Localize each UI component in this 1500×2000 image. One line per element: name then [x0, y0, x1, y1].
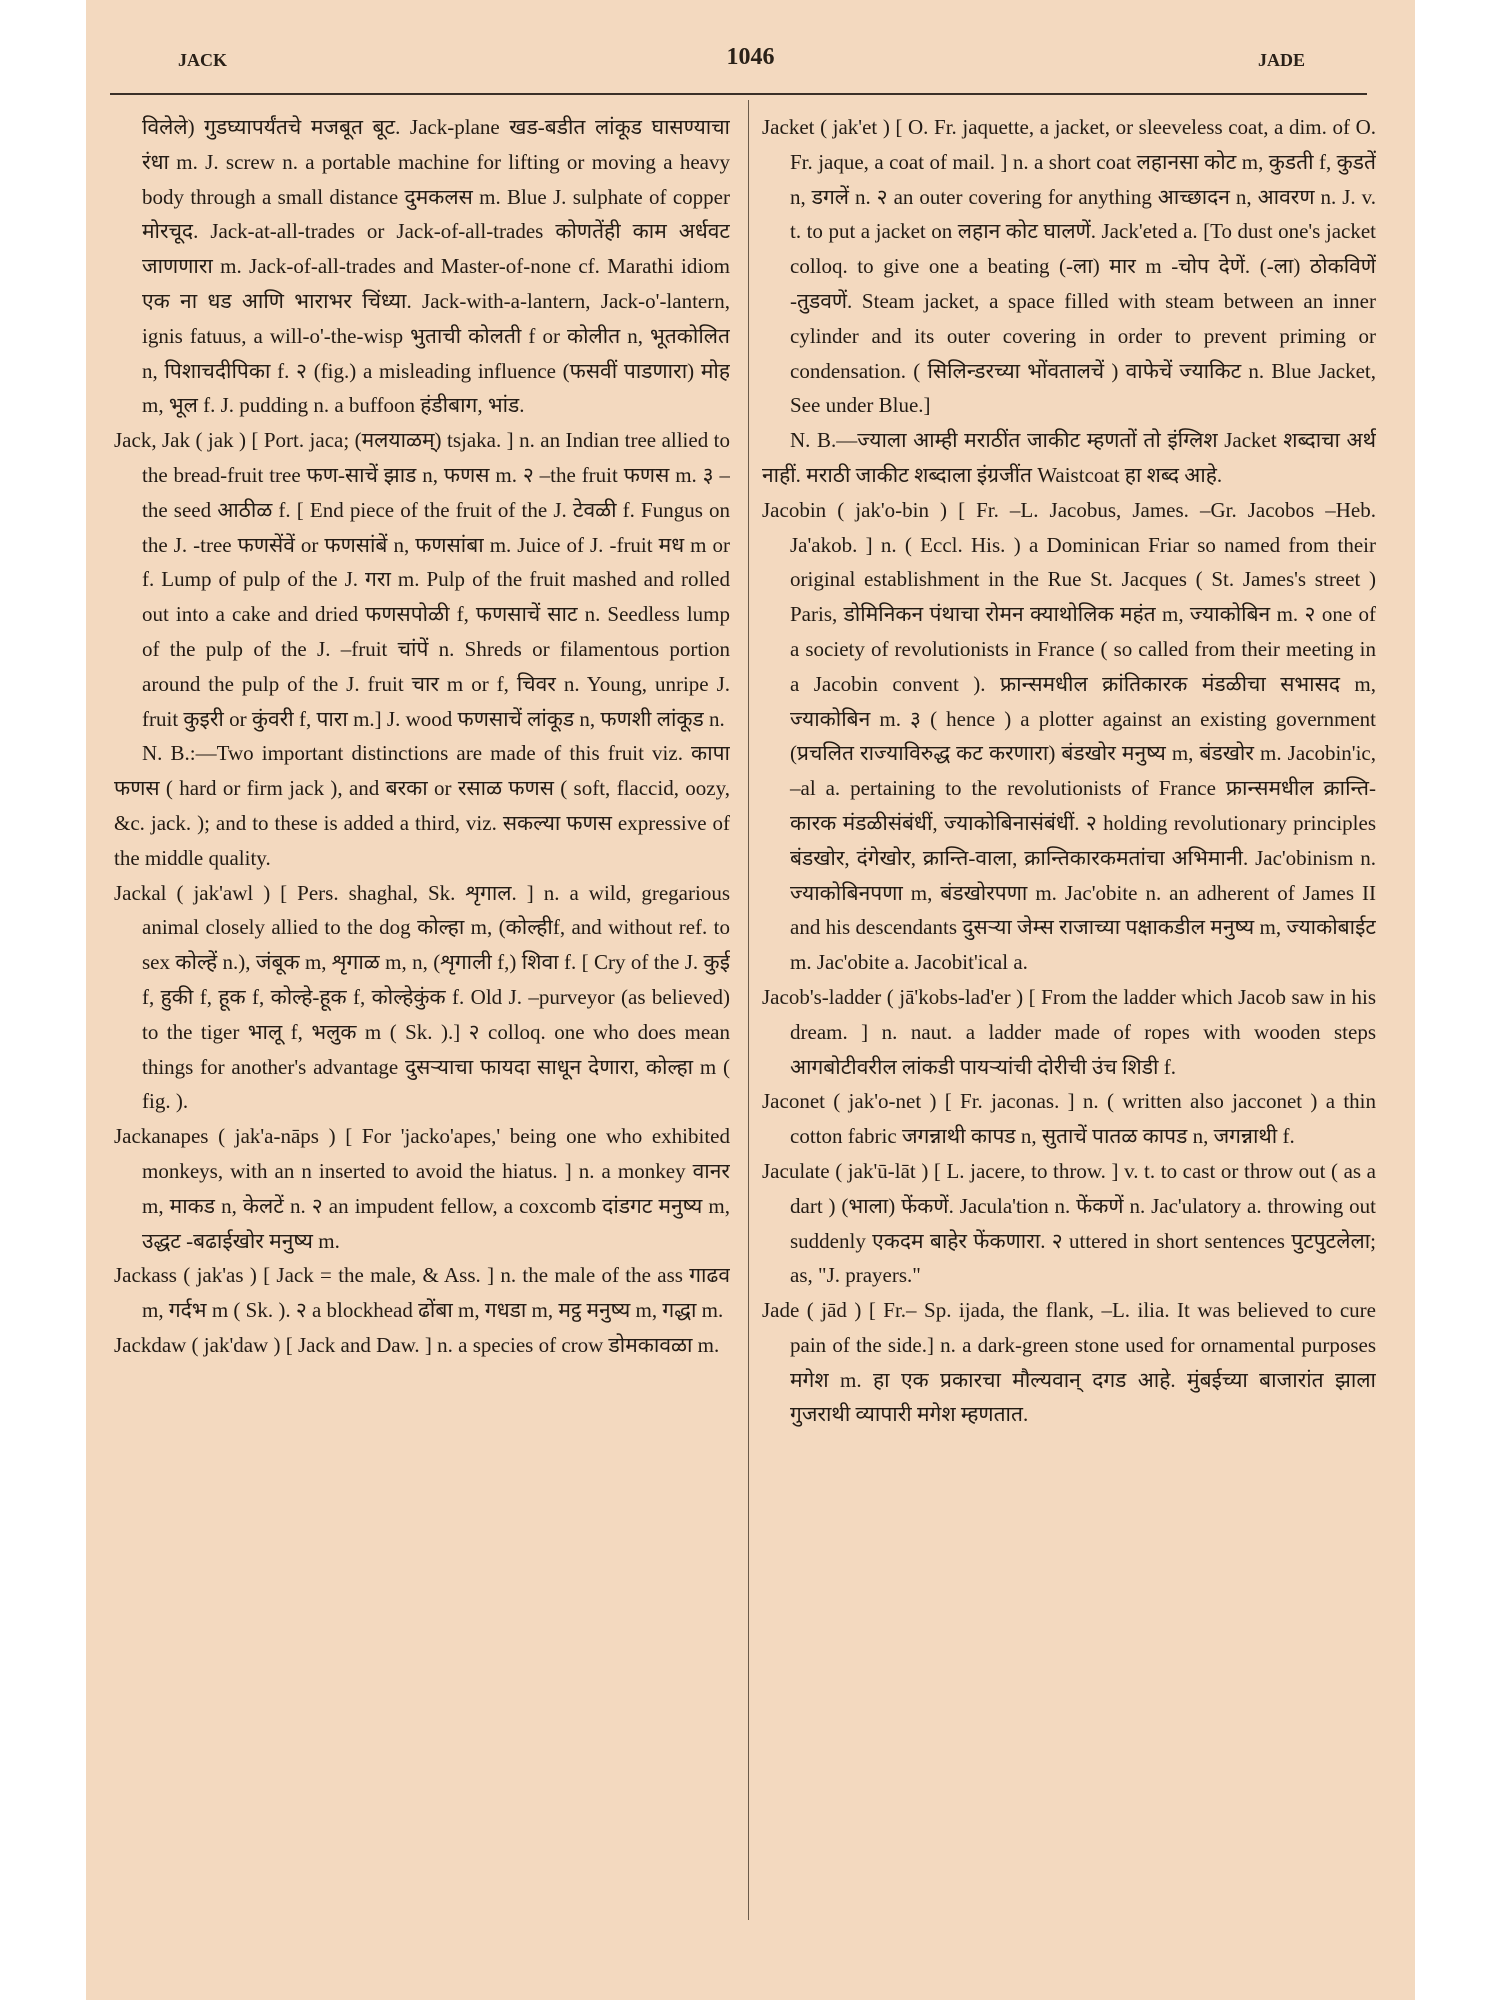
entry-note: N. B.:—Two important distinctions are made of this fruit viz. कापा फणस ( hard or firm jack ), and बरका or रसाळ फणस ( soft, flaccid, oozy, &c. jack. ); and to these is added a third, viz. सकल्या फणस expressive of the middle quality.	[114, 741, 730, 870]
header-rule	[110, 93, 1367, 95]
entry-jade: Jade ( jād ) [ Fr.– Sp. ijada, the flank, –L. ilia. It was believed to cure pain of the side.] n. a dark-green stone used for ornamental purposes मगेश m. हा एक प्रकारचा मौल्यवान् दगड आहे. मुंबईच्या बाजारांत झाला गुजराथी व्यापारी मगेश म्हणतात.	[762, 1298, 1376, 1427]
entry-jacobin: Jacobin ( jak'o-bin ) [ Fr. –L. Jacobus, James. –Gr. Jacobos –Heb. Ja'akob. ] n. ( Eccl. His. ) a Dominican Friar so named from their original establishment in the Rue St. Jacques ( St. James's street ) Paris, डोमिनिकन पंथाचा रोमन क्याथोलिक महंत m, ज्याकोबिन m. २ one of a society of revolutionists in France ( so called from their meeting in a Jacobin convent ). फ्रान्समधील क्रांतिकारक मंडळीचा सभासद m, ज्याकोबिन m. ३ ( hence ) a plotter against an existing government (प्रचलित राज्याविरुद्ध कट करणारा) बंडखोर मनुष्य m, बंडखोर m. Jacobin'ic, –al a. pertaining to the revolutionists of France फ्रान्समधील क्रान्ति-कारक मंडळीसंबंधीं, ज्याकोबिनासंबंधीं. २ holding revolutionary principles बंडखोर, दंगेखोर, क्रान्ति-वाला, क्रान्तिकारकमतांचा अभिमानी. Jac'obinism n. ज्याकोबिनपणा m, बंडखोरपणा m. Jac'obite n. an adherent of James II and his descendants दुसऱ्या जेम्स राजाच्या पक्षाकडील मनुष्य m, ज्याकोबाईट m. Jac'obite a. Jacobit'ical a.	[762, 497, 1376, 975]
entry-jaculate: Jaculate ( jak'ū-lāt ) [ L. jacere, to throw. ] v. t. to cast or throw out ( as a dart ) (भाला) फेंकणें. Jacula'tion n. फेंकणें n. Jac'ulatory a. throwing out suddenly एकदम बाहेर फेंकणारा. २ uttered in short sentences पुटपुटलेला; as, "J. prayers."	[762, 1158, 1376, 1288]
entry-jackass: Jackass ( jak'as ) [ Jack = the male, & Ass. ] n. the male of the ass गाढव m, गर्दभ m ( Sk. ). २ a blockhead ढोंबा m, गधडा m, मट्ठ मनुष्य m, गद्धा m.	[114, 1263, 730, 1323]
entry-jacket: Jacket ( jak'et ) [ O. Fr. jaquette, a jacket, or sleeveless coat, a dim. of O. Fr. jaque, a coat of mail. ] n. a short coat लहानसा कोट m, कुडती f, कुडतें n, डगलें n. २ an outer covering for anything आच्छादन n, आवरण n. J. v. t. to put a jacket on लहान कोट घालणें. Jack'eted a. [To dust one's jacket colloq. to give one a beating (-ला) मार m -चोप देणें. (-ला) ठोकविणें -तुडवणें. Steam jacket, a space filled with steam between an inner cylinder and its outer covering in order to prevent priming or condensation. ( सिलिन्डरच्या भोंवतालचें ) वाफेचें ज्याकिट n. Blue Jacket, See under Blue.]	[762, 115, 1376, 418]
header-left-guide-word: JACK	[178, 50, 227, 70]
dictionary-page	[86, 0, 1415, 2000]
entry-jackdaw: Jackdaw ( jak'daw ) [ Jack and Daw. ] n. a species of crow डोमकावळा m.	[114, 1332, 720, 1357]
entry-jack-tree: Jack, Jak ( jak ) [ Port. jaca; (मलयाळम्) tsjaka. ] n. an Indian tree allied to the bread-fruit tree फण-साचें झाड n, फणस m. २ –the fruit फणस m. ३ –the seed आठीळ f. [ End piece of the fruit of the J. टेवळी f. Fungus on the J. -tree फणसेंवें or फणसांबें n, फणसांबा m. Juice of J. -fruit मध m or f. Lump of pulp of the J. गरा m. Pulp of the fruit mashed and rolled out into a cake and dried फणसपोळी f, फणसाचें साट n. Seedless lump of the pulp of the J. –fruit चांपें n. Shreds or filamentous portion around the pulp of the J. fruit चार m or f, चिवर n. Young, unripe J. fruit कुइरी or कुंवरी f, पारा m.] J. wood फणसाचें लांकूड n, फणशी लांकूड n.	[114, 428, 730, 731]
entry-jackal: Jackal ( jak'awl ) [ Pers. shaghal, Sk. शृगाल. ] n. a wild, gregarious animal closely allied to the dog कोल्हा m, (कोल्हीf, and without ref. to sex कोल्हें n.), जंबूक m, शृगाळ m, n, (शृगाली f,) शिवा f. [ Cry of the J. कुई f, हुकी f, हूक f, कोल्हे-हूक f, कोल्हेकुंक f. Old J. –purveyor (as believed) to the tiger भालू f, भलुक m ( Sk. ).] २ colloq. one who does mean things for another's advantage दुसऱ्याचा फायदा साधून देणारा, कोल्हा m ( fig. ).	[114, 880, 730, 1114]
entry-jacobs-ladder: Jacob's-ladder ( jā'kobs-lad'er ) [ From the ladder which Jacob saw in his dream. ] n. naut. a ladder made of ropes with wooden steps आगबोटीवरील लांकडी पायऱ्यांची दोरीची उंच शिडी f.	[762, 984, 1376, 1079]
entry-note: N. B.—ज्याला आम्ही मराठींत जाकीट म्हणतों तो इंग्लिश Jacket शब्दाचा अर्थ नाहीं. मराठी जाकीट शब्दाला इंग्रजींत Waistcoat हा शब्द आहे.	[762, 428, 1376, 487]
entry-jaconet: Jaconet ( jak'o-net ) [ Fr. jaconas. ] n. ( written also jacconet ) a thin cotton fabric जगन्नाथी कापड n, सुताचें पातळ कापड n, जगन्नाथी f.	[762, 1089, 1376, 1149]
left-column	[114, 110, 730, 1363]
column-divider	[748, 100, 749, 1920]
page-header	[86, 44, 1415, 80]
page-number: 1046	[726, 44, 775, 70]
header-right-guide-word: JADE	[1257, 50, 1305, 70]
entry-jack-continued: विलेले) गुडघ्यापर्यंतचे मजबूत बूट. Jack-plane खड-बडीत लांकूड घासण्याचा रंधा m. J. screw n. a portable machine for lifting or moving a heavy body through a small distance दुमकलस m. Blue J. sulphate of copper मोरचूद. Jack-at-all-trades or Jack-of-all-trades कोणतेंही काम अर्धवट जाणणारा m. Jack-of-all-trades and Master-of-none cf. Marathi idiom एक ना धड आणि भाराभर चिंध्या. Jack-with-a-lantern, Jack-o'-lantern, ignis fatuus, a will-o'-the-wisp भुताची कोलती f or कोलीत n, भूतकोलित n, पिशाचदीपिका f. २ (fig.) a misleading influence (फसवीं पाडणारा) मोह m, भूल f. J. pudding n. a buffoon हंडीबाग, भांड.	[142, 115, 730, 418]
entry-jackanapes: Jackanapes ( jak'a-nāps ) [ For 'jacko'apes,' being one who exhibited monkeys, with an n inserted to avoid the hiatus. ] n. a monkey वानर m, माकड n, केलटें n. २ an impudent fellow, a coxcomb दांडगट मनुष्य m, उद्धट -बढाईखोर मनुष्य m.	[114, 1124, 730, 1253]
right-column	[762, 110, 1376, 1432]
